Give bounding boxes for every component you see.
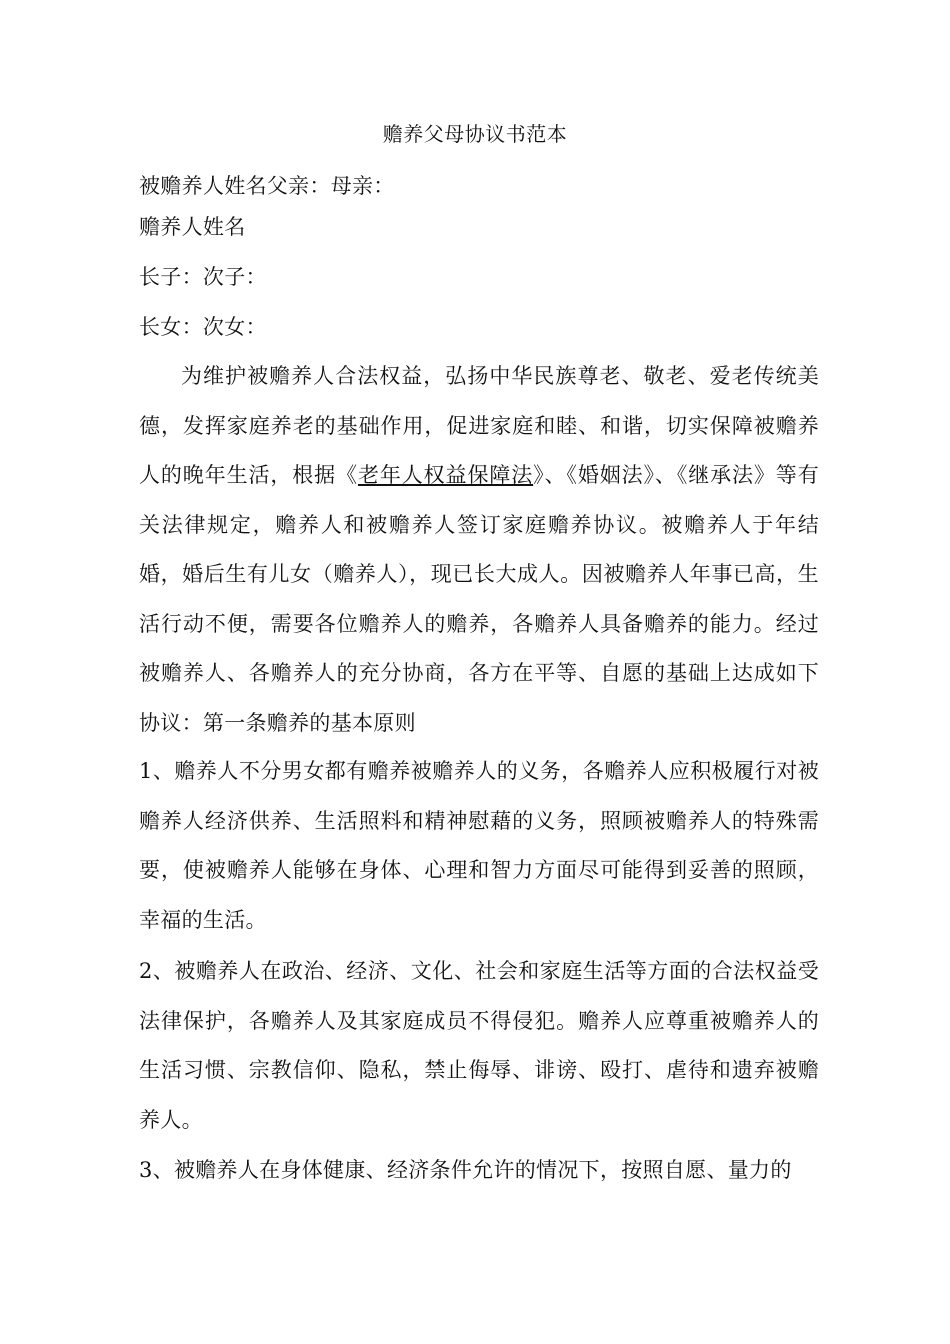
field-supporters: 赡养人姓名	[139, 215, 246, 239]
article-1-text: 1、赡养人不分男女都有赡养被赡养人的义务，各赡养人应积极履行对被赡养人经济供养、生活照料和精神慰藉的义务，照顾被赡养人的特殊需要，使被赡养人能够在身体、心理和智力方面尽可能得到妥善的照顾，幸福的生活。	[139, 759, 819, 932]
article-3-text: 3、被赡养人在身体健康、经济条件允许的情况下，按照自愿、量力的	[139, 1158, 792, 1182]
article-1	[139, 747, 819, 945]
law-link[interactable]: 老年人权益保障法	[357, 463, 534, 487]
intro-paragraph	[139, 352, 819, 748]
intro-text-part1: 为维护被赡养人合法权益，弘扬中华民族尊老、敬老、爱老传统美德，发挥家庭养老的基础作用，促进家庭和睦、和谐，切实保障被赡养人的晚年生活，根据《	[139, 364, 819, 487]
article-2	[139, 947, 819, 1145]
article-2-text: 2、被赡养人在政治、经济、文化、社会和家庭生活等方面的合法权益受法律保护，各赡养人及其家庭成员不得侵犯。赡养人应尊重被赡养人的生活习惯、宗教信仰、隐私，禁止侮辱、诽谤、殴打、虐待和遗弃被赡养人。	[139, 959, 819, 1132]
field-sons: 长子：次子：	[139, 265, 267, 289]
article-3	[139, 1146, 819, 1196]
intro-text-part2: 》、《婚姻法》、《继承法》等有关法律规定，赡养人和被赡养人签订家庭赡养协议。被赡养人于年结婚，婚后生有儿女（赡养人），现已长大成人。因被赡养人年事已高，生活行动不便，需要各位赡养人的赡养，各赡养人具备赡养的能力。经过被赡养人、各赡养人的充分协商，各方在平等、自愿的基础上达成如下协议：第一条赡养的基本原则	[139, 463, 820, 735]
field-supported-persons: 被赡养人姓名父亲：母亲：	[139, 174, 395, 198]
field-daughters: 长女：次女：	[139, 315, 267, 339]
document-title: 赡养父母协议书范本	[382, 122, 568, 146]
